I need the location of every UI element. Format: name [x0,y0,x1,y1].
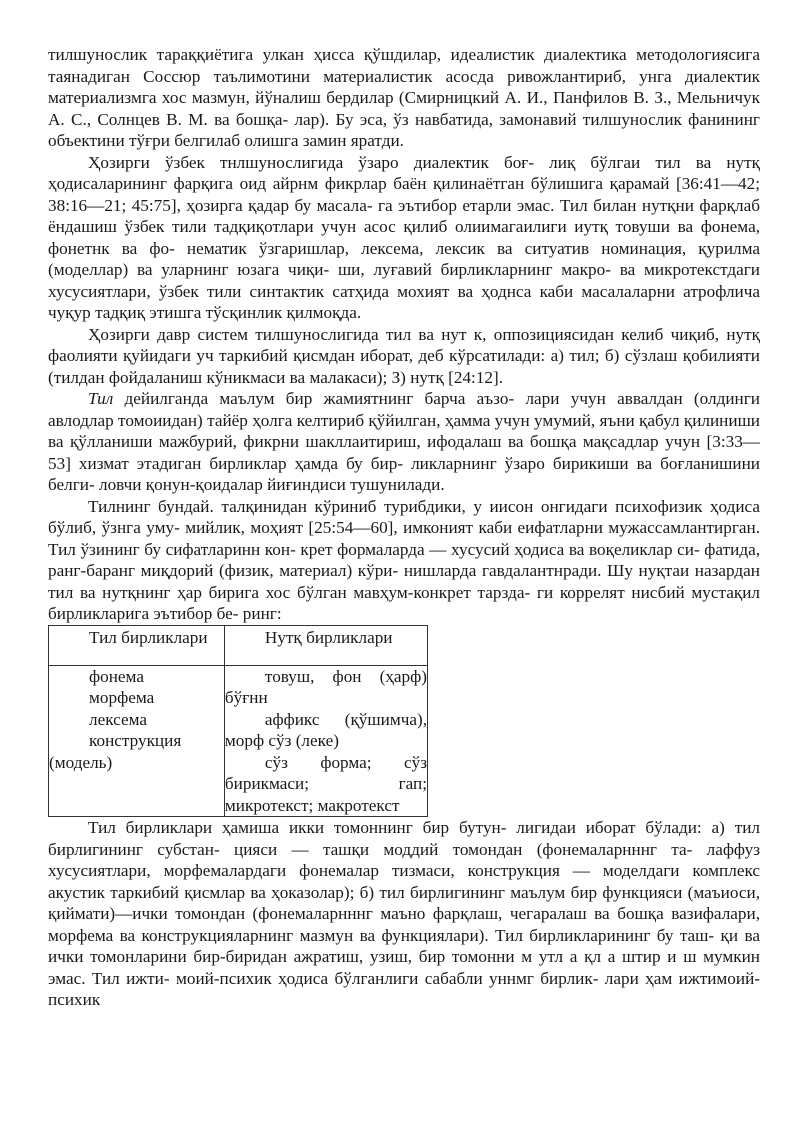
paragraph-4 [48,388,760,496]
language-unit-item: конструкция [89,731,182,750]
paragraph-5: Тилнинг бундай. талқинидан кўриниб турибдики, у иисон онгидаги психофизик ҳодиса бўлиб, ўзнга уму- мийлик, моҳият [25:54—60], имконият каби еифатларни мужассамлантирган. Тил ўзининг бу сифатларинн кон- крет формаларда — хусусий ҳодиса ва воқеликлар си- фатида, ранг-баранг миқдорий (физик, материал) кўри- нишларда гавдалантнради. Шу нуқтаи назардан тил ва нутқнинг ҳар бирига хос бўлган мавҳум-конкрет тарзда- ги коррелят нисбий мустақил бирликларига эътибор бе- ринг: [48,496,760,623]
language-unit-item: фонема [89,666,144,686]
paragraph-3: Ҳозирги давр систем тилшунослигида тил ва нут к, оппозициясидан келиб чиқиб, нутқ фаолияти қуйидаги уч таркибий қисмдан иборат, деб кўрсатилади: а) тил; б) сўзлаш қобилияти (тилдан фойдаланиш кўникмаси ва малакаси); З) нутқ [24:12]. [48,324,760,387]
paragraph-4-text: дейилганда маълум бир жамиятнинг барча аъзо- лари учун аввалдан (олдинги авлодлар томоиидан) тайёр ҳолга келтириб қўйилган, ҳамма учун умумий, яъни қабул қилиниши ва қўлланиши мажбурий, фикрни шакллаитириш, ифодалаш ва бошқа мақсадлар учун [3:33—53] хизмат этадиган бирликлар ҳамда бу бир- ликларнинг ўзаро бирикиши ва боғланишини белги- ловчи қонун-қоидалар йиғиндиси тушунилади. [48,389,760,494]
units-table [48,625,428,818]
speech-unit-line: микротекст; макротекст [224,795,400,815]
speech-unit-line: морф сўз (леке) [224,731,339,750]
speech-unit-line: аффикс (қўшимча), [264,709,427,729]
paragraph-1: тилшунослик тараққиётига улкан ҳисса қўшдилар, идеалистик диалектика методологиясига таянадиган Соссюр таълимотини материалистик асосда ривожлантириб, унга диалектик материализмга хос мазмун, йўналиш бердилар (Смирницкий А. И., Панфилов В. З., Мельничук А. С., Солнцев В. М. ва бошқа- лар). Бу эса, ўз навбатида, замонавий тилшунослик фанининг объектини тўғри белгилаб олишга замин яратди. [48,45,760,150]
language-unit-item: (модель) [49,752,113,772]
language-unit-item: морфема [89,688,155,707]
table-header-row [49,625,428,665]
header-language-units: Тил бирликлари [89,627,208,647]
paragraph-2: Ҳозирги ўзбек тнлшунослигида ўзаро диалектик боғ- лиқ бўлгаи тил ва нутқ ҳодисаларининг фарқига оид айрнм фикрлар баён қилинаётган бўлишига қарамай [36:41—42; 38:16—21; 45:75], ҳозирга қадар бу масала- га эътибор етарли эмас. Тил билан нутқни фарқлаб ёндашиш ўзбек тили тадқиқотлари учун асос қилиб олиимагаилиги иутқ товуши ва фонема, фонетнк ва фо- нематик ўзгаришлар, лексема, лексик ва ситуатив номинация, қурилма (моделлар) ва уларнинг юзага чиқи- ши, луғавий бирликларнинг макро- ва микротекстдаги хусусиятлари, ўзбек тили синтактик сатҳида мохият ва ҳоднса каби масалаларни атрофлича чуқур тадқиқ этишга тўсқинлик қилмоқда. [48,152,760,322]
speech-unit-line: бўғнн [224,688,268,707]
speech-unit-line: сўз форма; сўз [264,752,427,772]
speech-unit-line: товуш, фон (ҳарф) [264,666,427,686]
table-body-row [49,665,428,817]
paragraph-6: Тил бирликлари ҳамиша икки томоннинг бир бутун- лигидаи иборат бўлади: а) тил бирлигининг субстан- цияси — ташқи моддий томондан (фонемаларнннг та- лаффуз хусусиятлари, морфемалардаги фонемалар тизмаси, конструкция — моделдаги комплекс акустик таркибий қисмлар ва ҳоказолар); б) тил бирлигининг маълум бир функцияси (маъиоси, қиймати)—ички томондан (фонемаларнннг маъно фарқлаш, чегаралаш ва бошқа вазифалари, морфема ва конструкцияларнинг мазмун ва функциялари). Тил бирликларининг бу таш- қи ва ички томонларини бир-биридан ажратиш, узиш, бир томонни м утл а қл а штир и ш мумкин эмас. Тил ижти- моий-психик ҳодиса бўлганлиги сабабли уннмг бирлик- лари ҳам ижтимоий-психик [48,818,760,1009]
term-til: Тил [88,389,114,408]
header-speech-units: Нутқ бирликлари [264,627,393,647]
document-page [48,44,760,1011]
language-unit-item: лексема [89,709,147,729]
speech-unit-line: бирикмаси; гап; [224,774,427,793]
